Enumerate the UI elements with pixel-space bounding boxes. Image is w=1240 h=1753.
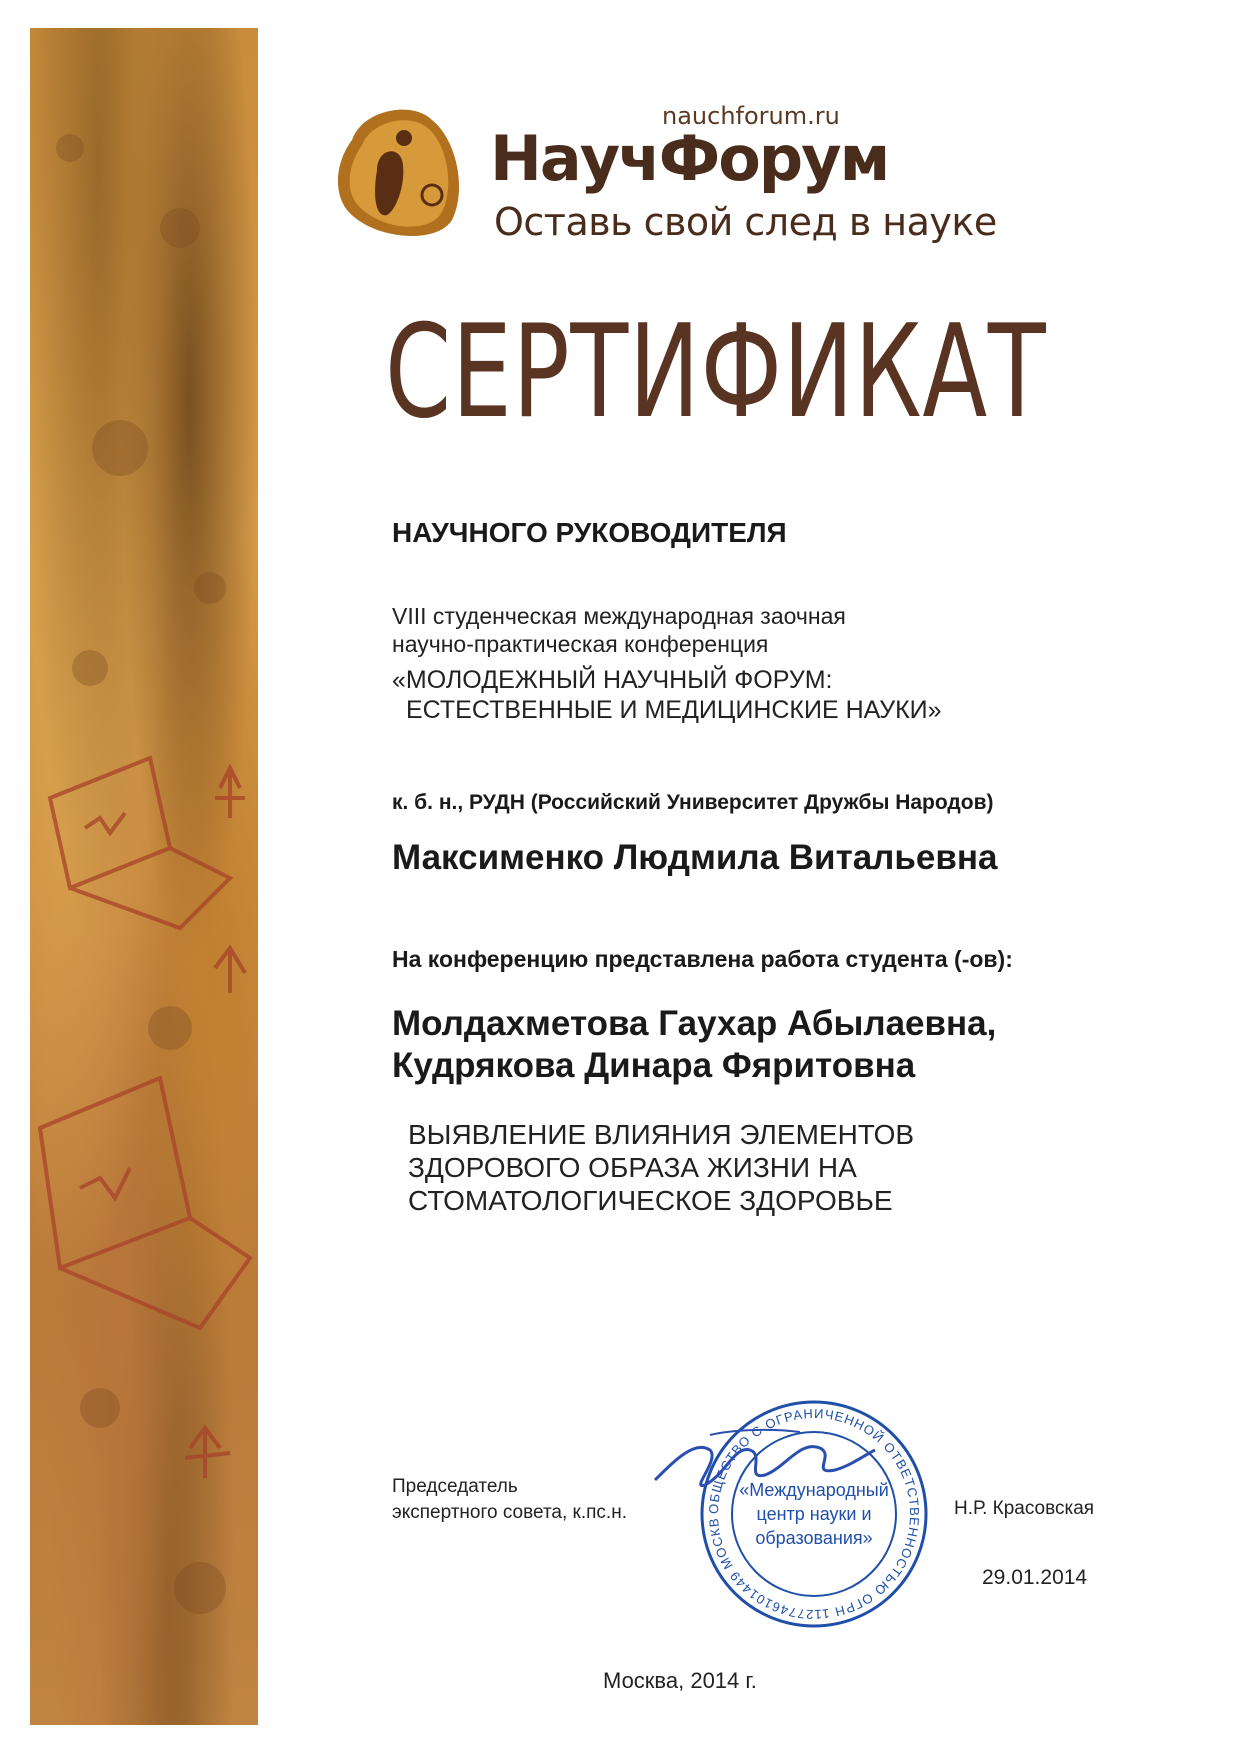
topic-line-1: ВЫЯВЛЕНИЕ ВЛИЯНИЯ ЭЛЕМЕНТОВ [408,1119,915,1150]
work-topic [408,1118,914,1217]
certificate-role: НАУЧНОГО РУКОВОДИТЕЛЯ [392,517,787,548]
chair-title [392,1474,627,1526]
chair-line-1: Председатель [392,1476,518,1497]
handwritten-signature [650,1420,880,1510]
certificate-title: СЕРТИФИКАТ [385,298,1047,447]
student-name-1: Молдахметова Гаухар Абылаевна, [392,1004,997,1043]
issue-place: Москва, 2014 г. [603,1668,757,1693]
conference-name-line-1: «МОЛОДЕЖНЫЙ НАУЧНЫЙ ФОРУМ: [392,666,833,694]
topic-line-2: ЗДОРОВОГО ОБРАЗА ЖИЗНИ НА [408,1152,857,1183]
supervisor-degree: к. б. н., РУДН (Российский Университет Дружбы Народов) [392,791,994,814]
chair-line-2: экспертного совета, к.пс.н. [392,1502,627,1523]
conference-description [392,602,846,658]
supervisor-name: Максименко Людмила Витальевна [392,838,998,877]
stamp-line-2: центр науки и [756,1504,872,1524]
conference-line-2: научно-практическая конференция [392,631,769,657]
logo-url: nauchforum.ru [662,102,840,130]
conference-name [392,665,942,725]
stamp-line-1: «Международный [739,1480,889,1500]
student-names [392,1003,996,1087]
stamp-ring-text: ОБЩЕСТВО С ОГРАНИЧЕННОЙ ОТВЕТСТВЕННОСТЬЮ ОГРН 1127746101449 МОСКВ [705,1405,923,1623]
issue-date: 29.01.2014 [982,1566,1088,1589]
logo-slogan: Оставь свой след в науке [494,200,997,244]
topic-line-3: СТОМАТОЛОГИЧЕСКОЕ ЗДОРОВЬЕ [408,1185,893,1216]
conference-name-line-2: ЕСТЕСТВЕННЫЕ И МЕДИЦИНСКИЕ НАУКИ» [406,696,942,724]
presented-label: На конференцию представлена работа студента (-ов): [392,946,1013,972]
footprint-stone-icon [332,100,472,250]
decorative-rock-art-strip [30,28,258,1725]
nauchforum-logo [332,100,1012,250]
conference-line-1: VIII студенческая международная заочная [392,603,846,629]
rock-art-drawings [30,28,258,1725]
chair-name: Н.Р. Красовская [954,1498,1095,1519]
logo-name: НаучФорум [490,122,889,195]
stamp-line-3: образования» [755,1528,873,1548]
student-name-2: Кудрякова Динара Фяритовна [392,1046,916,1085]
